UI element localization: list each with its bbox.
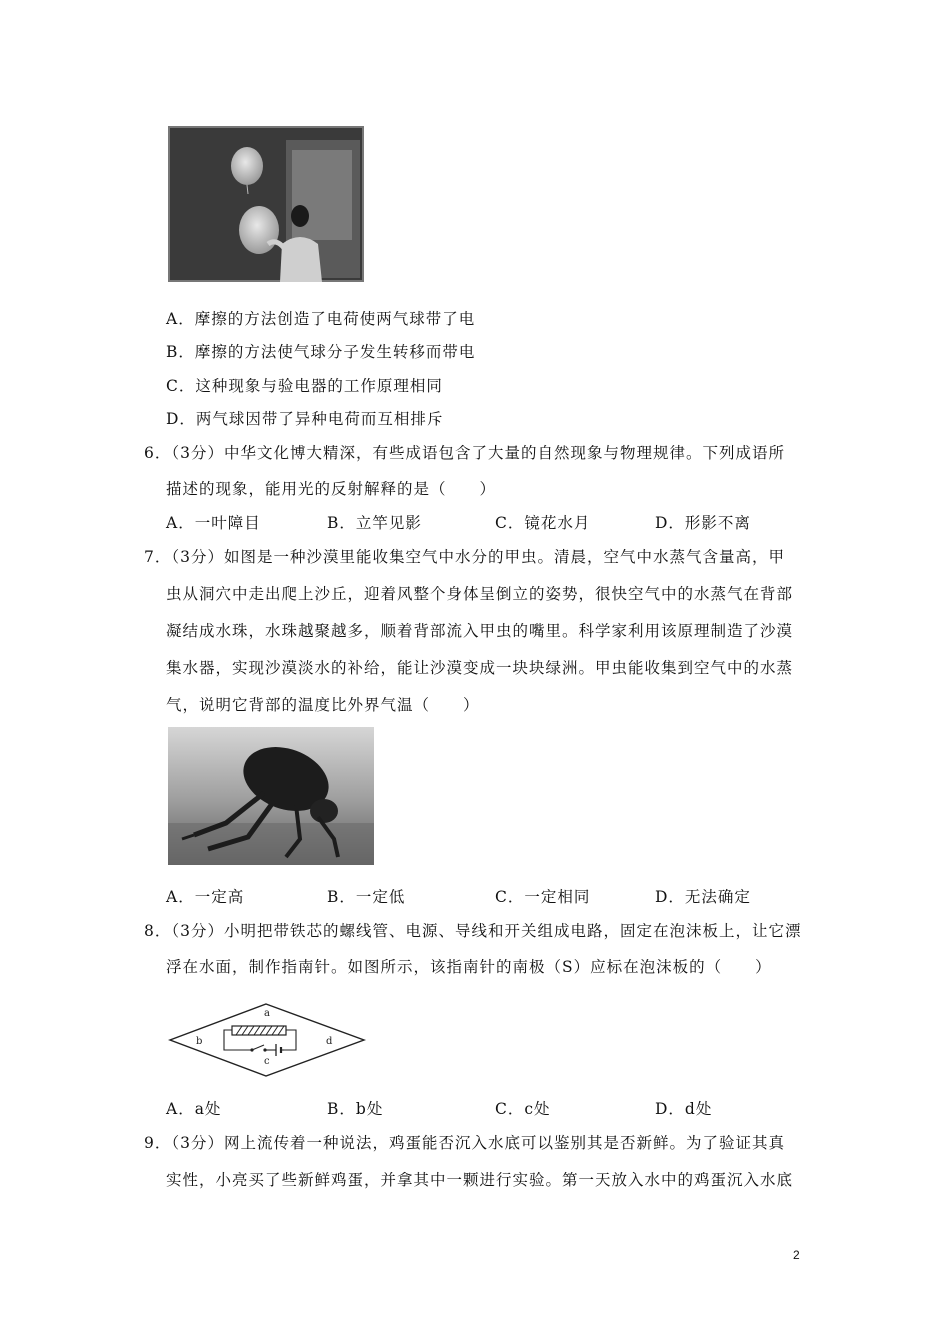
q6-option-c: C．镜花水月 [495, 514, 591, 532]
q7-stem-line-4: 集水器，实现沙漠淡水的补给，能让沙漠变成一块块绿洲。甲虫能收集到空气中的水蒸 [166, 659, 794, 677]
q7-stem-line-3: 凝结成水珠，水珠越聚越多，顺着背部流入甲虫的嘴里。科学家利用该原理制造了沙漠 [166, 622, 794, 640]
page-number: 2 [793, 1248, 800, 1262]
q8-option-a: A．a处 [166, 1100, 222, 1118]
beetle-photo [168, 727, 374, 865]
q7-stem-line-2: 虫从洞穴中走出爬上沙丘，迎着风整个身体呈倒立的姿势，很快空气中的水蒸气在背部 [166, 585, 794, 603]
q5-option-d: D．两气球因带了异种电荷而互相排斥 [166, 410, 444, 428]
q6-option-d: D．形影不离 [655, 514, 751, 532]
q8-stem-line-1: 8．（3分）小明把带铁芯的螺线管、电源、导线和开关组成电路，固定在泡沫板上，让它漂 [144, 922, 802, 940]
q8-option-b: B．b处 [327, 1100, 384, 1118]
q8-option-c: C．c处 [495, 1100, 551, 1118]
diagram-label-c: c [264, 1056, 270, 1067]
compass-board-diagram [166, 1000, 368, 1080]
q6-option-b: B．立竿见影 [327, 514, 422, 532]
q6-stem-line-1: 6．（3分）中华文化博大精深，有些成语包含了大量的自然现象与物理规律。下列成语所 [144, 444, 785, 462]
q9-stem-line-1: 9．（3分）网上流传着一种说法，鸡蛋能否沉入水底可以鉴别其是否新鲜。为了验证其真 [144, 1134, 785, 1152]
q7-option-d: D．无法确定 [655, 888, 751, 906]
diagram-label-d: d [326, 1036, 333, 1047]
q7-option-c: C．一定相同 [495, 888, 591, 906]
q7-stem-line-5: 气，说明它背部的温度比外界气温（ ） [166, 696, 480, 714]
q8-option-d: D．d处 [655, 1100, 713, 1118]
q7-option-a: A．一定高 [166, 888, 245, 906]
q5-option-b: B．摩擦的方法使气球分子发生转移而带电 [166, 343, 476, 361]
q7-option-b: B．一定低 [327, 888, 406, 906]
diagram-label-b: b [196, 1036, 203, 1047]
diagram-label-a: a [264, 1008, 270, 1019]
balloon-photo [168, 126, 364, 282]
q6-option-a: A．一叶障目 [166, 514, 261, 532]
q6-stem-line-2: 描述的现象，能用光的反射解释的是（ ） [166, 480, 497, 498]
q9-stem-line-2: 实性，小亮买了些新鲜鸡蛋，并拿其中一颗进行实验。第一天放入水中的鸡蛋沉入水底 [166, 1171, 794, 1189]
q5-option-c: C．这种现象与验电器的工作原理相同 [166, 377, 443, 395]
q5-option-a: A．摩擦的方法创造了电荷使两气球带了电 [166, 310, 476, 328]
q7-stem-line-1: 7．（3分）如图是一种沙漠里能收集空气中水分的甲虫。清晨，空气中水蒸气含量高，甲 [144, 548, 785, 566]
q8-stem-line-2: 浮在水面，制作指南针。如图所示，该指南针的南极（S）应标在泡沫板的（ ） [166, 958, 772, 976]
